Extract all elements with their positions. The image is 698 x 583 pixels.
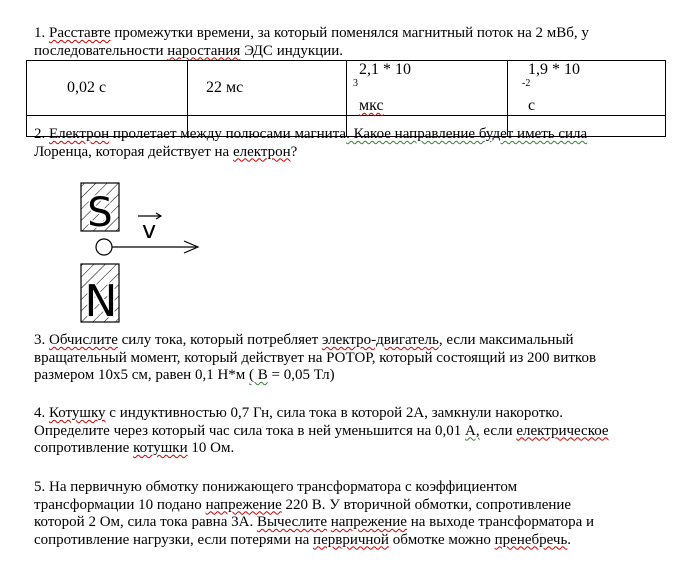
question-5-line-3: которой 2 Ом, сила тока равна 3А. Вычеслите напрежение на выходе трансформатора и [34, 514, 595, 530]
q1-misspelled-word: Расставте [49, 25, 111, 41]
q1-misspelled-word: наростания [167, 42, 241, 59]
q5-misspelled-word: напрежение [205, 496, 282, 513]
question-4-line-3: сопротивление котушки 10 Ом. [34, 440, 235, 456]
q5-misspelled-word: пренебречь [494, 531, 568, 548]
table-cell: 2,1 * 10 $^3$ мкс [347, 61, 508, 116]
north-pole-label: N [84, 276, 118, 325]
q4-misspelled-word: котушки [133, 440, 188, 456]
question-2 [34, 126, 674, 161]
question-5-line-2: трансформации 10 подано напрежение 220 В. У вторичной обмотки, сопротивление [34, 496, 572, 513]
question-2-line-2: Лоренца, которая действует на електрон? [34, 143, 298, 160]
q1-text: последовательности [34, 42, 168, 59]
q4-misspelled-word: Котушку [49, 405, 106, 421]
table-cell: 0,02 с [27, 61, 188, 116]
question-2-line-1: 2. Електрон пролетает между полюсами магнита. Какое направление будет иметь сила [34, 126, 588, 142]
velocity-vector-label [138, 213, 161, 244]
question-3-line-1: 3. Обчислите силу тока, который потребляет электро-двигатель, если максимальный [34, 332, 574, 348]
q2-misspelled-word: Електрон [49, 126, 110, 142]
question-5 [34, 479, 674, 549]
question-5-line-4: сопротивление нагрузки, если потерями на пеpвричной обмотке можно пренебречь. [34, 531, 572, 548]
q5-misspelled-word: напрежение [330, 514, 407, 530]
q3-misspelled-word: Обчислите [49, 332, 118, 348]
q1-text: 1. [34, 25, 49, 41]
q1-text: ЭДС индукции. [240, 42, 343, 59]
electron-circle [96, 239, 112, 255]
question-3 [34, 332, 674, 385]
magnet-diagram [76, 180, 216, 325]
table-cell: 22 мс [188, 61, 347, 116]
q5-misspelled-word: Вычеслите [256, 514, 327, 530]
question-3-line-2: вращательный момент, который действует на РОТОР, который состоящий из 200 витков [34, 349, 597, 366]
question-1 [34, 25, 674, 60]
north-pole-magnet [81, 264, 119, 325]
question-5-line-1: 5. На первичную обмотку понижающего трансформатора с коэффициентом [34, 479, 518, 495]
q3-misspelled-word: электро-двигатель [321, 332, 439, 348]
south-pole-label: S [87, 190, 113, 236]
question-4-line-2: Определите через который час сила тока в ней уменьшится на 0,01 А, если електрическое [34, 422, 609, 439]
question-1-line-1 [34, 25, 674, 43]
question-4-line-1: 4. Котушку с индуктивностью 0,7 Гн, сила тока в которой 2А, замкнули накоротко. [34, 405, 564, 421]
question-4 [34, 405, 674, 458]
q2-grammar-flag: . Какое направление будет иметь сила [346, 126, 588, 142]
question-1-line-2 [34, 43, 674, 61]
q4-grammar-flag: А, [465, 422, 480, 439]
table-cell: 1,9 * 10 $^{-2}$ с [508, 61, 666, 116]
south-pole-magnet [81, 183, 119, 236]
q1-text: промежутки времени, за который поменялся магнитный поток на 2 мВб, у [110, 25, 589, 41]
q2-misspelled-word: електрон [232, 143, 291, 160]
table-row [27, 61, 666, 116]
question-3-line-3: размером 10х5 см, равен 0,1 Н*м ( В = 0,05 Тл) [34, 367, 335, 383]
q4-misspelled-word: електрическое [516, 422, 609, 439]
q3-grammar-flag: ( В [249, 367, 268, 383]
q5-misspelled-word: пеpвричной [313, 531, 389, 548]
velocity-label: v [142, 216, 157, 244]
